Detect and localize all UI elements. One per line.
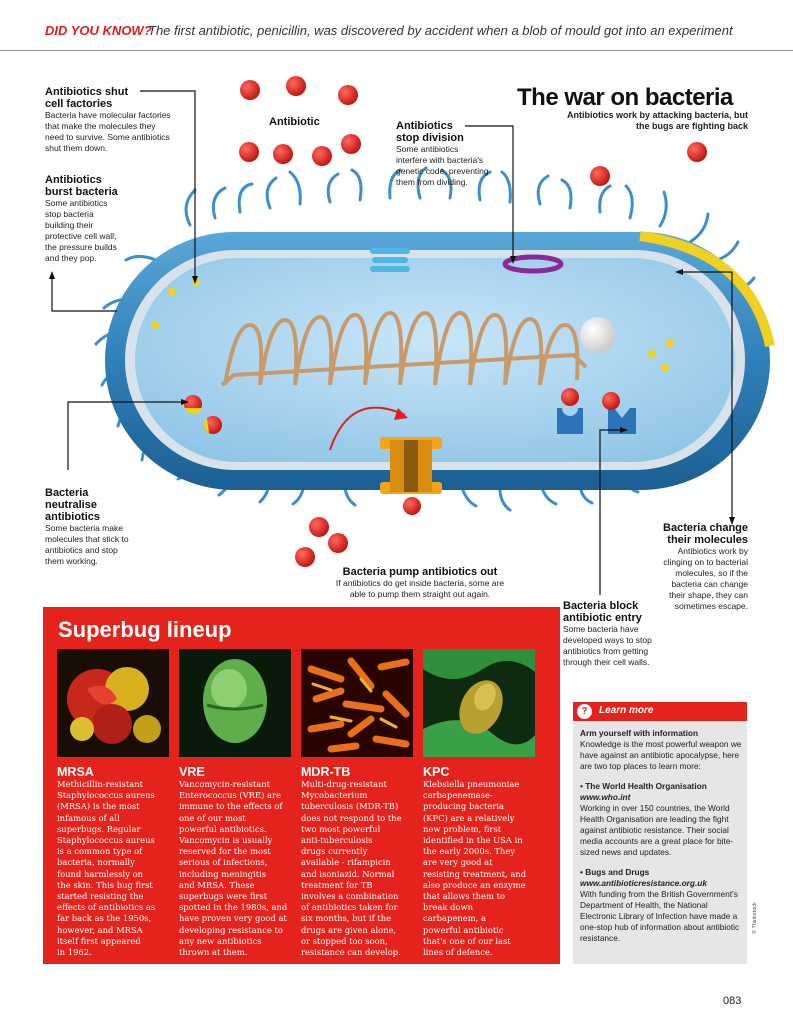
bug-line: Methicillin-resistant [57,779,143,789]
bug-line: available - rifampicin [301,857,391,868]
bug-line: however, and MRSA [57,924,143,935]
label-line: them working. [45,556,98,566]
label-line: the pressure builds [45,242,117,252]
bug-text-kpc [423,779,535,958]
bug-line: are very good at [423,857,493,868]
label-line: protective cell wall; [45,231,117,241]
label-line: Bacteria have molecular factories [45,110,171,120]
label-title: Antibiotics [45,174,102,186]
bug-line: that allows them to [423,891,506,902]
label-neutralise-antibiotics [45,487,165,567]
label-line: molecules, so if the [675,568,748,578]
label-title: stop division [396,132,464,144]
bug-line: carbapenemase- [423,790,493,801]
label-line: antibiotics from getting [563,646,649,656]
bug-line: of antibiotics taken for [301,902,398,913]
label-title: antibiotic entry [563,612,642,624]
bug-line: or stopped too soon, [301,935,388,946]
bug-line: is a common type of [57,846,143,857]
label-line: genetic code, preventing [396,166,489,176]
bug-line: powerful antibiotic [423,924,504,935]
bug-name-mrsa: MRSA [57,765,94,779]
label-line: able to pump them straight out again. [349,589,491,599]
bug-line: started resisting the [57,891,144,902]
bug-line: found harmlessly on [57,868,144,879]
kpc-photo [423,649,535,757]
did-you-know-label: DID YOU KNOW? [45,23,152,38]
bug-line: involves a combination [301,891,399,902]
bugs-text: With funding from the British Government's Department of Health, the National Electronic Library of Infection have made a one-stop hub of information about antibiotic resistance. [580,889,740,943]
who-title: The World Health Organisation [585,781,707,791]
mrsa-photo [57,649,169,757]
lineup-title: Superbug lineup [58,617,232,642]
subtitle-line-2: the bugs are fighting back [635,121,748,131]
learn-more-heading: Learn more [599,705,654,716]
label-title: neutralise [45,499,97,511]
label-line: shut them down. [45,143,108,153]
label-line: them from dividing. [396,177,468,187]
bugs-link[interactable]: www.antibioticresistance.org.uk [580,878,707,888]
label-line: molecules that stick to [45,534,129,544]
label-line: stop bacteria [45,209,94,219]
bug-text-vre [179,779,291,958]
bug-line: powerful antibiotics. [179,823,267,834]
label-title: Antibiotics shut [45,86,129,98]
label-title: Bacteria change [663,522,748,534]
learn-more-box [573,702,747,964]
bug-line: and isoniazid. Normal [301,868,395,879]
bug-line: anti-tuberculosis [301,835,373,846]
bug-text-mdr-tb [301,779,413,958]
bug-line: itself first appeared [57,935,141,946]
bug-name-vre: VRE [179,765,205,779]
label-line: interfere with bacteria's [396,155,484,165]
bug-line: tuberculosis (MDR-TB) [301,801,399,812]
bug-line: and MRSA. These [179,879,255,890]
label-line: sometimes escape. [674,601,748,611]
label-stop-division [396,120,506,188]
page-subtitle [535,110,748,132]
label-line: Some bacteria have [563,624,639,634]
bug-line: Staphylococcus aureus [57,835,155,846]
bug-line: treatment for TB [301,879,373,890]
bug-line: Enterococcus (VRE) are [179,790,281,801]
bug-line: any new antibiotics [179,935,262,946]
bug-line: does not respond to the [301,812,402,823]
label-change-molecules [638,522,748,612]
bug-line: drugs currently [301,846,368,857]
learn-more-header [573,702,747,721]
superbug-lineup-panel [43,607,560,964]
bug-line: resistance can develop. [301,947,401,958]
bug-line: Vancomycin is usually [179,835,273,846]
label-line: Some bacteria make [45,523,123,533]
bug-line: carbapenem, a [423,913,486,924]
bug-line: resisting treatment, and [423,868,527,879]
label-line: Some antibiotics [396,144,459,154]
bug-line: superbugs were first [179,891,268,902]
bug-line: developing resistance to [179,924,283,935]
bug-line: effects of antibiotics as [57,902,156,913]
bug-line: far back as the 1950s, [57,913,152,924]
vesicle [580,317,616,353]
did-you-know-fact: The first antibiotic, penicillin, was discovered by accident when a blob of mould got into an experiment [148,23,733,38]
bug-line: have proven very good at [179,913,287,924]
bug-line: (MRSA) is the most [57,801,140,812]
label-line: building their [45,220,94,230]
subtitle-line-1: Antibiotics work by attacking bacteria, but [566,110,748,120]
label-line: Antibiotics work by [677,546,748,556]
bug-line: thrown at them. [179,947,248,958]
label-title: Bacteria block [563,600,639,612]
label-line: their shape, they can [669,590,748,600]
label-line: clinging on to bacterial [663,557,748,567]
label-title: antibiotics [45,511,101,523]
bug-line: drugs are given alone, [301,924,397,935]
label-line: need to survive. Some antibiotics [45,132,170,142]
label-line: through their cell walls. [563,657,650,667]
bug-line: new problem, first [423,823,502,834]
bug-line: Multi-drug-resistant [301,779,387,789]
bug-line: serious of infections, [179,857,268,868]
bug-line: two most powerful [301,823,381,834]
bug-line: including meningitis [179,868,267,879]
bug-line: bacteria, normally [57,857,135,868]
label-line: antibiotics and stop [45,545,118,555]
label-line: developed ways to stop [563,635,652,645]
bug-line: identified in the USA in [423,835,523,846]
photo-credit: © Thinkstock [752,902,758,934]
page-number: 083 [723,995,742,1007]
bug-name-kpc: KPC [423,765,450,779]
label-title: Antibiotics [396,120,453,132]
intro-text: Knowledge is the most powerful weapon we have against an antibiotic apocalypse, here are two top places to learn more: [580,739,742,771]
label-title: burst bacteria [45,186,118,198]
label-burst-bacteria [45,174,155,264]
bug-line: Klebsiella pneumoniae [423,779,520,789]
intro-title: Arm yourself with information [580,728,699,738]
bug-line: lines of defence. [423,947,493,958]
bug-line: also produce an enzyme [423,879,526,890]
label-title: their molecules [667,534,748,546]
bug-line: one of our most [179,812,246,823]
label-pump-out [320,566,520,600]
bug-line: infamous of all [57,812,120,823]
bug-line: Mycobacterium [301,790,368,801]
bug-text-mrsa [57,779,169,958]
bug-line: that's one of our last [423,935,511,946]
header-bar [0,0,793,51]
label-shut-factories [45,86,185,154]
label-line: bacteria can change [671,579,748,589]
info-icon: ? [577,704,592,719]
bug-line: reserved for the most [179,846,271,857]
bug-line: producing bacteria [423,801,504,812]
vre-photo [179,649,291,757]
learn-more-body: Arm yourself with information Knowledge is the most powerful weapon we have against an antibiotic apocalypse, here are two top places to learn more: • The World Health Organisation www.who.int Working in over 150 countries, the World Health Organisation are leading the fight against antibiotic resistance. Their social media accounts are a great place for bite-sized news and updates. • Bugs and Drugs www.antibioticresistance.org.uk With funding from the British Government's Department of Health, the National Electronic Library of Infection have made a one-stop hub of information about antibiotic resistance. [580,728,742,943]
bug-line: Staphylococcus aureus [57,790,155,801]
bug-line: the skin. This bug first [57,879,153,890]
label-line: and they pop. [45,253,97,263]
page-title: The war on bacteria [517,84,733,111]
who-link[interactable]: www.who.int [580,792,631,802]
who-text: Working in over 150 countries, the World Health Organisation are leading the fight against antibiotic resistance. Their social media accounts are a great place for bite-sized news and updates. [580,803,734,857]
ribosome [370,248,410,272]
bug-line: spotted in the 1980s, and [179,902,288,913]
bugs-title: Bugs and Drugs [585,867,650,877]
bug-line: break down [423,902,474,913]
label-title: Bacteria pump antibiotics out [342,566,498,578]
bug-line: superbugs. Regular [57,823,141,834]
label-line: Some antibiotics [45,198,108,208]
bug-line: the early 2000s. They [423,846,516,857]
antibiotic-label: Antibiotic [269,116,320,128]
bug-line: Vancomycin-resistant [179,779,271,789]
bug-line: in 1962. [57,947,92,958]
label-title: cell factories [45,98,113,110]
label-line: that make the molecules they [45,121,156,131]
bug-line: (KPC) are a relatively [423,812,515,823]
label-line: If antibiotics do get inside bacteria, some are [335,578,505,588]
bug-line: immune to the effects of [179,801,283,812]
bug-line: six months, but if the [301,913,392,924]
mdr-tb-photo [301,649,413,757]
bug-name-mdr-tb: MDR-TB [301,765,351,779]
label-title: Bacteria [45,487,89,499]
